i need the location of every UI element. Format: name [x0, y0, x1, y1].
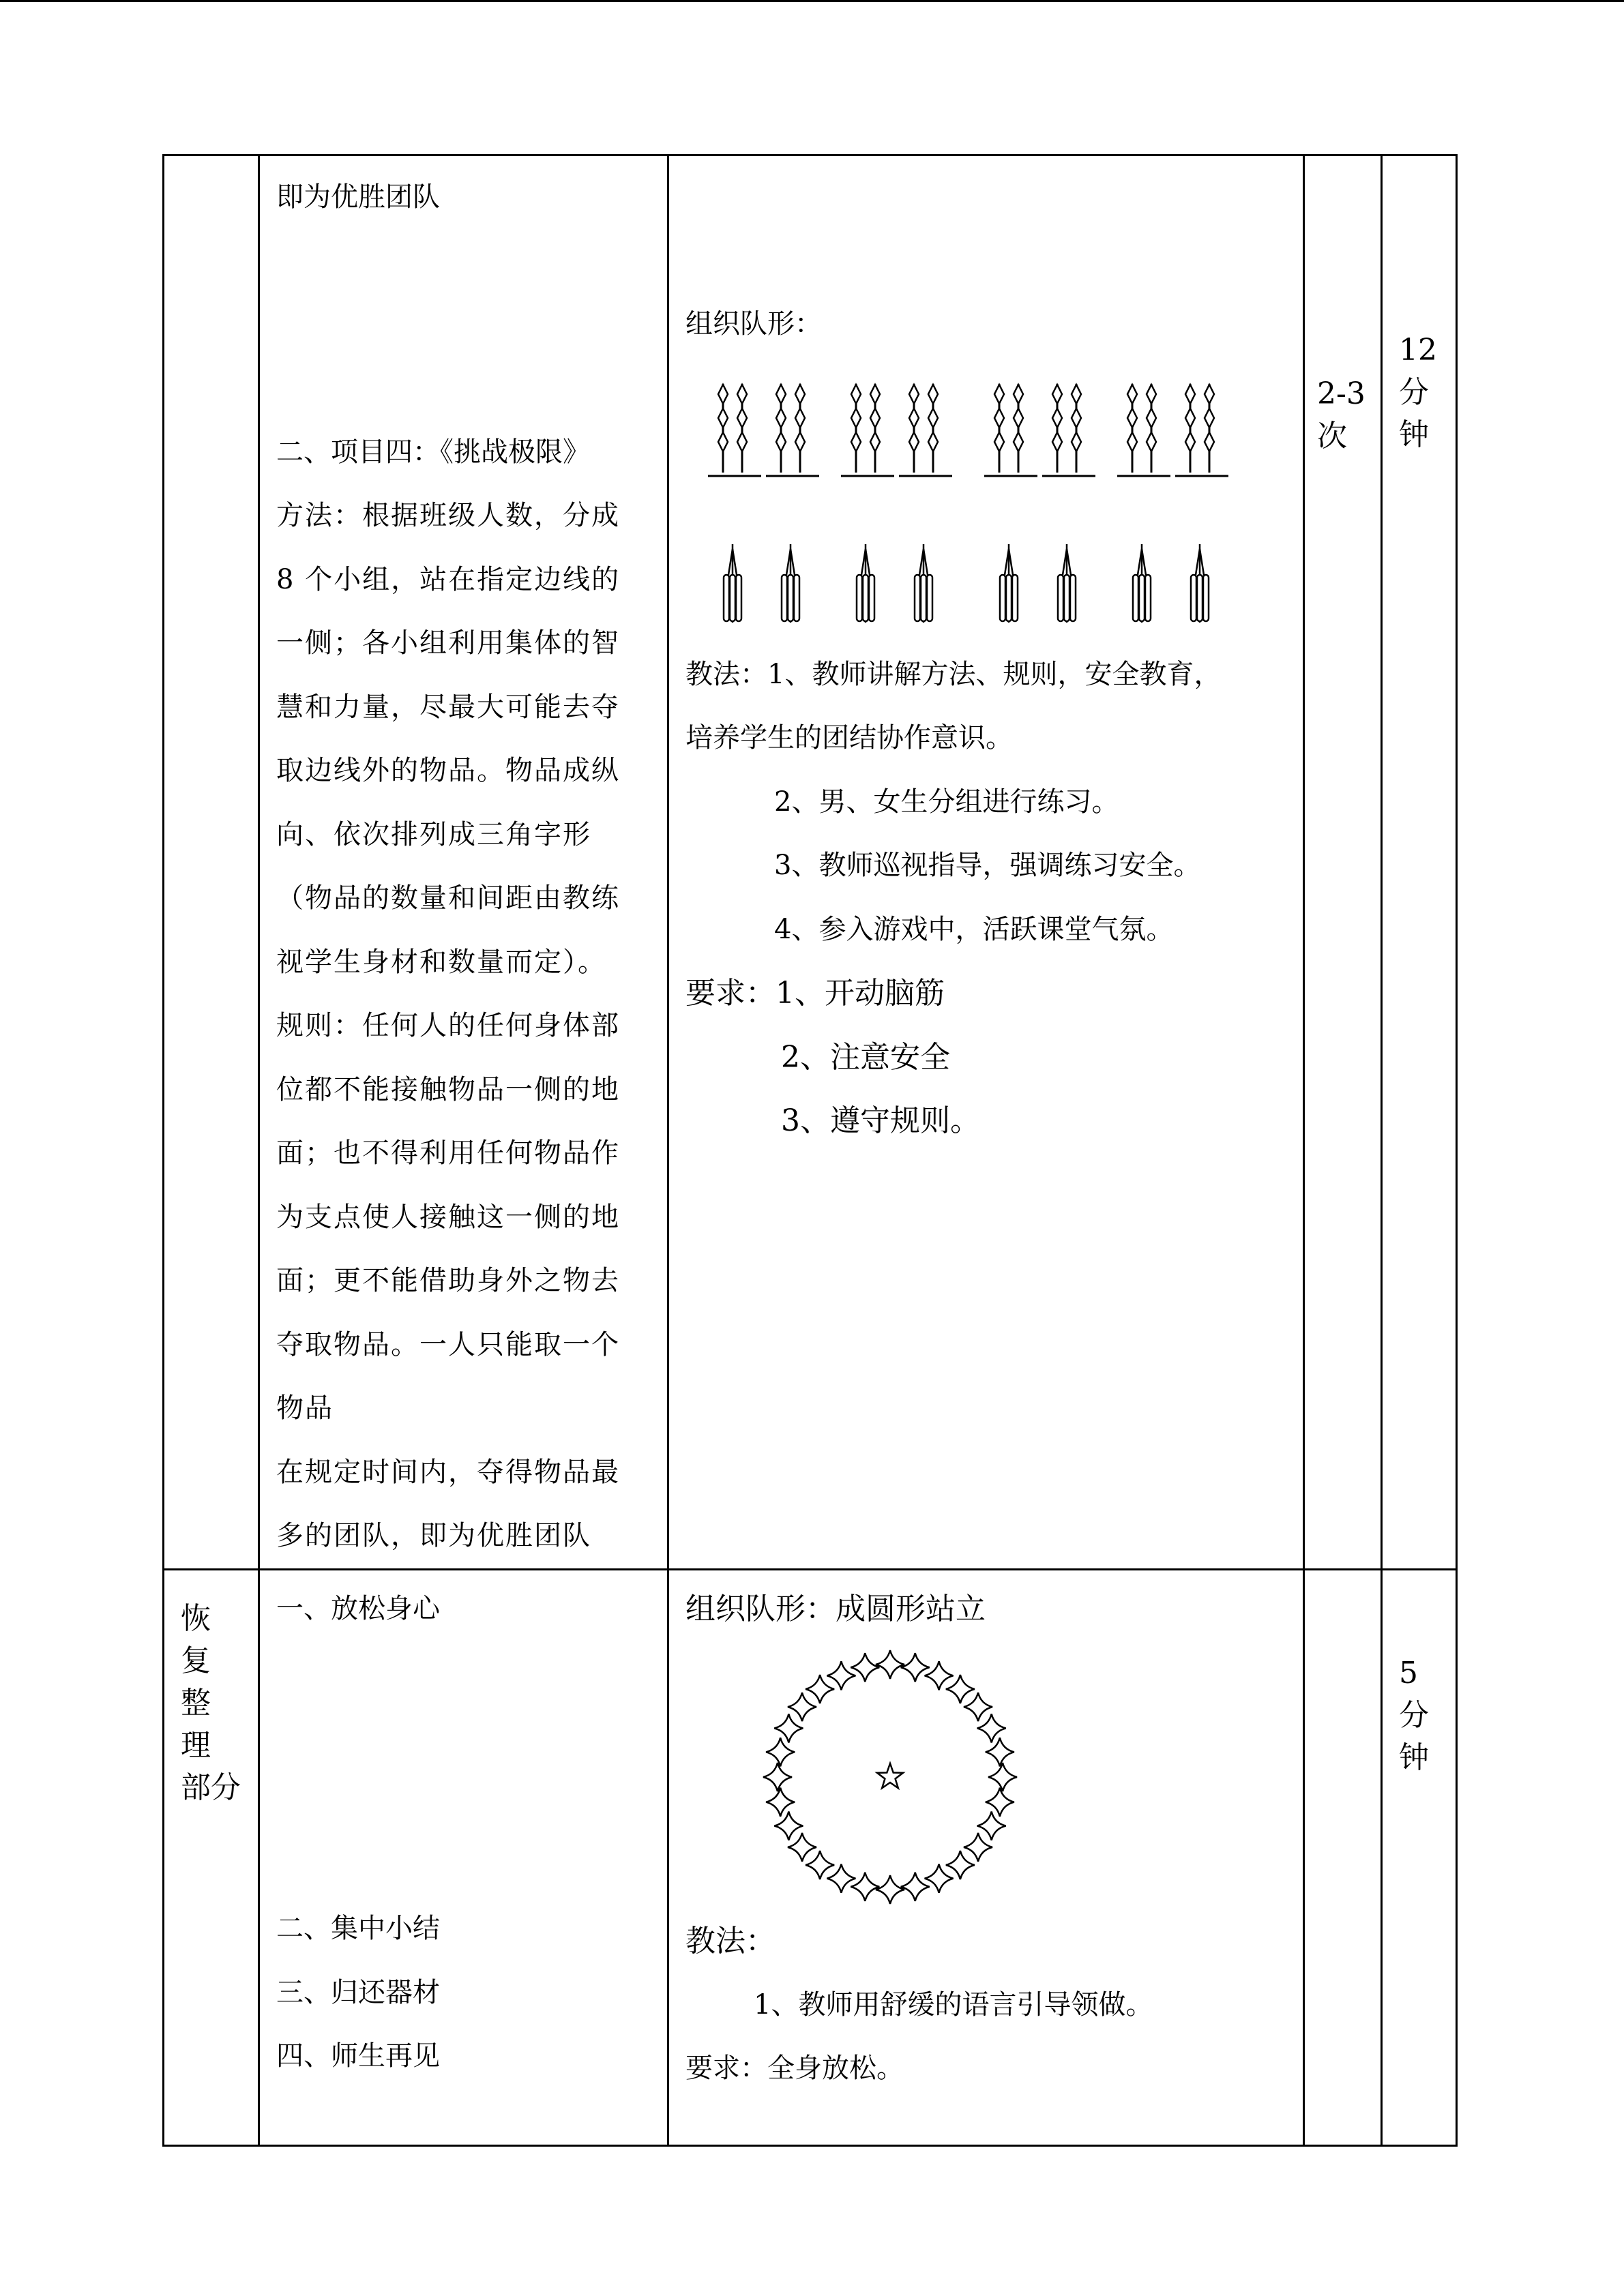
method-line: 教法：1、教师讲解方法、规则，安全教育， [685, 658, 1222, 690]
requirement-line: 2、注意安全 [781, 1039, 950, 1075]
content-line: 即为优胜团队 [276, 181, 440, 213]
method-line: 3、教师巡视指导，强调练习安全。 [774, 850, 1201, 881]
object-stack [782, 544, 799, 623]
content-line: 8 个小组，站在指定边线的 [276, 563, 621, 595]
duration-unit: 钟 [1399, 417, 1429, 452]
content-line: 方法：根据班级人数，分成 [276, 500, 620, 531]
duration-unit: 分 [1399, 1697, 1429, 1733]
content-line: 二、项目四：《挑战极限》 [276, 436, 590, 468]
content-line: 一侧；各小组利用集体的智 [276, 627, 620, 659]
student-group [1042, 384, 1095, 476]
section-label: 恢 [181, 1600, 211, 1636]
object-stack [915, 544, 932, 623]
formation-label: 组织队形： [685, 308, 822, 340]
content-line: 一、放松身心 [276, 1592, 440, 1624]
content-line: 在规定时间内，夺得物品最 [276, 1456, 620, 1488]
content-line: 多的团队，即为优胜团队 [276, 1520, 591, 1551]
object-stack [1058, 544, 1076, 623]
student-group [1175, 384, 1228, 476]
section-label: 理 [181, 1727, 211, 1763]
student-marker [763, 1763, 792, 1791]
formation-label: 组织队形：成圆形站立 [685, 1591, 986, 1626]
object-stack [1133, 544, 1151, 623]
method-line: 2、男、女生分组进行练习。 [774, 786, 1119, 818]
section-label: 部分 [181, 1770, 241, 1805]
student-group [841, 384, 894, 476]
content-line: 三、归还器材 [276, 1976, 440, 2008]
student-marker [827, 1864, 855, 1893]
method-line: 培养学生的团结协作意识。 [685, 722, 1013, 754]
student-marker [964, 1833, 992, 1862]
table-row [164, 155, 1457, 1570]
content-line: 二、集中小结 [276, 1913, 440, 1944]
organization-cell [668, 155, 1304, 1570]
student-marker [851, 1873, 879, 1901]
group-formation-diagram [685, 370, 1272, 643]
method-label: 教法： [685, 1924, 776, 1958]
student-marker [946, 1851, 975, 1879]
content-line: 向、依次排列成三角字形 [276, 818, 591, 850]
student-group [899, 384, 952, 476]
duration-value: 12 [1399, 333, 1437, 368]
student-marker [986, 1738, 1014, 1766]
student-marker [766, 1788, 795, 1817]
lesson-plan-table [162, 154, 1458, 2147]
section-label: 复 [181, 1643, 211, 1678]
times-cell [1304, 1569, 1382, 2145]
student-marker [901, 1873, 930, 1901]
student-marker [774, 1714, 803, 1742]
student-marker [788, 1833, 816, 1862]
student-marker [774, 1812, 803, 1840]
student-marker [901, 1653, 930, 1682]
teacher-marker [877, 1763, 903, 1788]
student-marker [806, 1851, 834, 1879]
student-marker [988, 1763, 1017, 1791]
student-marker [977, 1714, 1006, 1742]
times-unit: 次 [1317, 419, 1347, 453]
duration-unit: 钟 [1399, 1740, 1429, 1775]
student-marker [946, 1675, 975, 1703]
section-cell [164, 1569, 259, 2145]
content-line: 取边线外的物品。物品成纵 [276, 755, 620, 786]
student-group [1117, 384, 1170, 476]
times-value: 2-3 [1317, 376, 1365, 411]
requirement-line: 3、遵守规则。 [781, 1103, 980, 1138]
object-stack [857, 544, 874, 623]
student-marker [766, 1738, 795, 1766]
student-marker [827, 1661, 855, 1690]
student-marker [876, 1650, 904, 1679]
content-line: 慧和力量，尽最大可能去夺 [276, 691, 620, 723]
method-line: 4、参入游戏中，活跃课堂气氛。 [774, 913, 1174, 945]
duration-unit: 分 [1399, 375, 1429, 410]
content-line: 四、师生再见 [276, 2040, 440, 2072]
object-stack [1191, 544, 1209, 623]
content-line: 夺取物品。一人只能取一个 [276, 1328, 620, 1360]
student-group [708, 384, 761, 476]
content-line: 位都不能接触物品一侧的地 [276, 1073, 620, 1105]
student-marker [925, 1864, 954, 1893]
student-marker [986, 1788, 1014, 1817]
student-group [984, 384, 1037, 476]
student-marker [851, 1653, 879, 1682]
content-cell [259, 155, 668, 1570]
content-line: 规则：任何人的任何身体部 [276, 1010, 620, 1041]
duration-cell [1382, 155, 1457, 1570]
student-marker [925, 1661, 954, 1690]
object-stack [1000, 544, 1018, 623]
content-line: （物品的数量和间距由教练 [276, 882, 620, 914]
times-cell [1304, 155, 1382, 1570]
student-marker [876, 1875, 904, 1904]
organization-cell [668, 1569, 1304, 2145]
student-marker [788, 1693, 816, 1721]
duration-cell [1382, 1569, 1457, 2145]
object-stack [724, 544, 741, 623]
content-line: 为支点使人接触这一侧的地 [276, 1201, 620, 1233]
content-cell [259, 1569, 668, 2145]
requirement-line: 要求：1、开动脑筋 [685, 976, 945, 1011]
student-marker [977, 1812, 1006, 1840]
section-label: 整 [181, 1685, 211, 1720]
student-marker [964, 1693, 992, 1721]
content-line: 物品 [276, 1392, 334, 1424]
duration-value: 5 [1399, 1655, 1418, 1690]
requirement-line: 要求：全身放松。 [685, 2053, 904, 2084]
content-line: 视学生身材和数量而定）。 [276, 946, 606, 978]
section-cell [164, 155, 259, 1570]
page-top-rule [0, 0, 1624, 2]
student-group [766, 384, 819, 476]
content-line: 面；也不得利用任何物品作 [276, 1137, 620, 1169]
circle-formation-diagram [761, 1641, 1047, 1913]
table-row [164, 1569, 1457, 2145]
student-marker [806, 1675, 834, 1703]
method-line: 1、教师用舒缓的语言引导领做。 [754, 1988, 1153, 2021]
content-line: 面；更不能借助身外之物去 [276, 1265, 620, 1296]
